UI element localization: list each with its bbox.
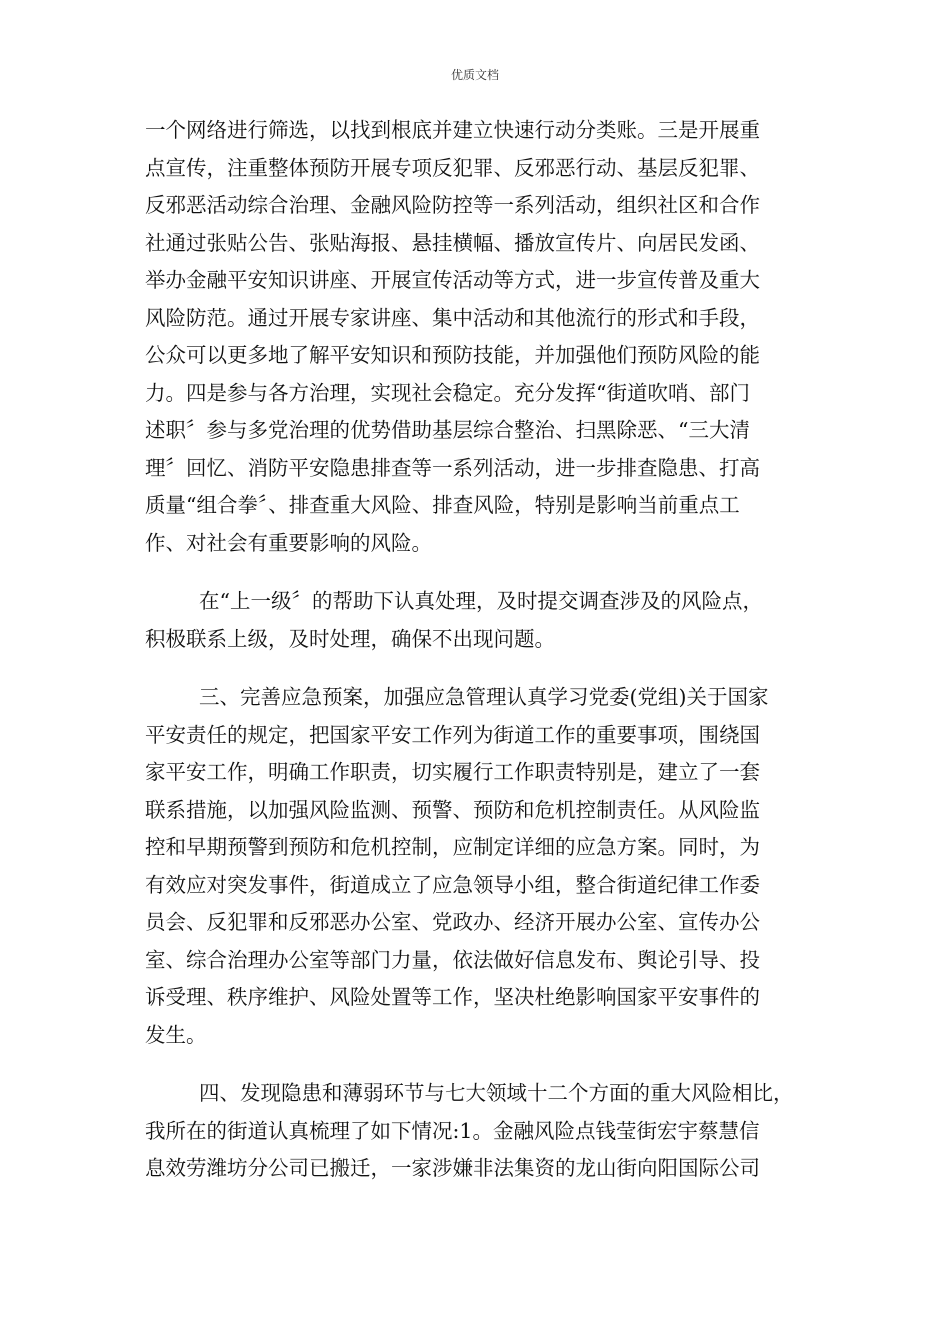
- text-line: 点宣传，注重整体预防开展专项反犯罪、反邪恶行动、基层反犯罪、: [145, 155, 760, 180]
- text-line: 在“上一级〞的帮助下认真处理，及时提交调查涉及的风险点，: [199, 589, 763, 613]
- paragraph-3: [145, 679, 805, 1054]
- paragraph-2: [145, 583, 805, 658]
- text-line: 社通过张贴公告、张贴海报、悬挂横幅、播放宣传片、向居民发函、: [145, 230, 760, 255]
- text-line: 联系措施，以加强风险监测、预警、预防和危机控制责任。从风险监: [145, 797, 760, 822]
- text-line: 三、完善应急预案，加强应急管理认真学习党委(党组)关于国家: [199, 685, 769, 709]
- text-line: 员会、反犯罪和反邪恶办公室、党政办、经济开展办公室、宣传办公: [145, 910, 760, 934]
- text-line: 四、发现隐患和薄弱环节与七大领域十二个方面的重大风险相比，: [199, 1081, 794, 1105]
- paragraph-1: [145, 112, 805, 562]
- paragraph-4: [145, 1075, 805, 1188]
- text-line: 控和早期预警到预防和危机控制，应制定详细的应急方案。同时，为: [145, 835, 760, 859]
- text-line: 公众可以更多地了解平安知识和预防技能，并加强他们预防风险的能: [145, 343, 760, 367]
- text-line: 述职〞参与多党治理的优势借助基层综合整治、扫黑除恶、“三大清: [145, 418, 750, 442]
- text-line: 力。四是参与各方治理，实现社会稳定。充分发挥“街道吹哨、部门: [145, 380, 750, 405]
- text-line: 理〞回忆、消防平安隐患排查等一系列活动，进一步排查隐患、打高: [145, 455, 760, 480]
- text-line: 我所在的街道认真梳理了如下情况:1。金融风险点钱莹街宏宇蔡慧信: [145, 1118, 760, 1143]
- page-header: 优质文档: [450, 68, 499, 82]
- text-line: 发生。: [145, 1022, 207, 1047]
- text-line: 一个网络进行筛选，以找到根底并建立快速行动分类账。三是开展重: [145, 118, 760, 142]
- text-line: 诉受理、秩序维护、风险处置等工作，坚决杜绝影响国家平安事件的: [145, 985, 760, 1009]
- paragraph-spacer: [145, 1054, 805, 1075]
- text-line: 有效应对突发事件，街道成立了应急领导小组，整合街道纪律工作委: [145, 872, 760, 897]
- text-line: 举办金融平安知识讲座、开展宣传活动等方式，进一步宣传普及重大: [145, 268, 760, 292]
- document-body: [145, 112, 805, 1188]
- paragraph-spacer: [145, 562, 805, 583]
- text-line: 风险防范。通过开展专家讲座、集中活动和其他流行的形式和手段，: [145, 305, 760, 330]
- text-line: 家平安工作，明确工作职责，切实履行工作职责特别是，建立了一套: [145, 760, 760, 784]
- paragraph-spacer: [145, 658, 805, 679]
- text-line: 积极联系上级，及时处理，确保不出现问题。: [145, 626, 555, 651]
- text-line: 质量“组合拳〞、排查重大风险、排查风险，特别是影响当前重点工: [145, 493, 740, 517]
- text-line: 平安责任的规定，把国家平安工作列为街道工作的重要事项，围绕国: [145, 722, 760, 747]
- text-line: 息效劳潍坊分公司已搬迁，一家涉嫌非法集资的龙山街向阳国际公司: [145, 1156, 760, 1180]
- text-line: 作、对社会有重要影响的风险。: [145, 530, 432, 555]
- text-line: 室、综合治理办公室等部门力量，依法做好信息发布、舆论引导、投: [145, 947, 760, 972]
- text-line: 反邪恶活动综合治理、金融风险防控等一系列活动，组织社区和合作: [145, 193, 760, 217]
